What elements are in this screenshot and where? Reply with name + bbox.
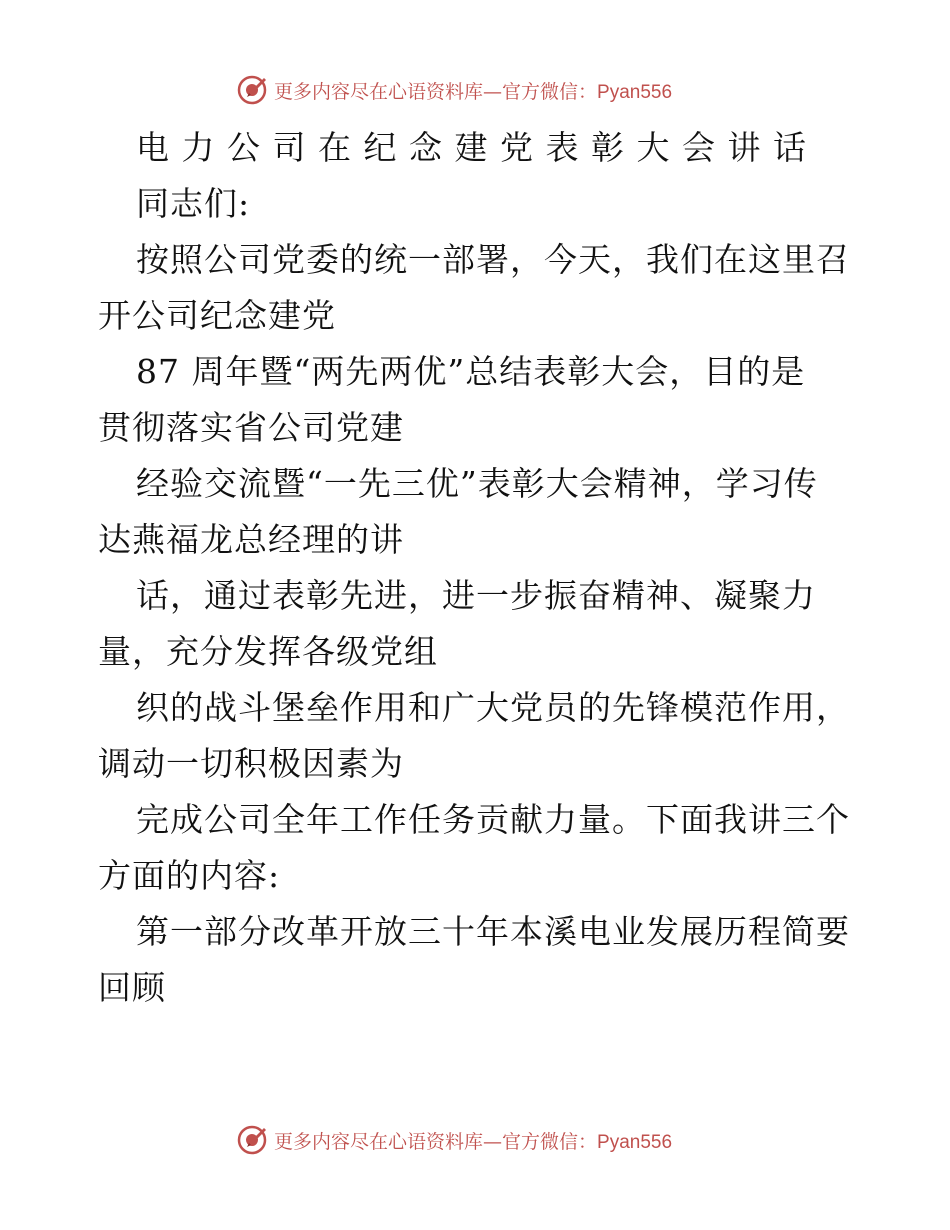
paragraph-line: 话，通过表彰先进，进一步振奋精神、凝聚力 bbox=[136, 576, 816, 615]
paragraph-line: 量，充分发挥各级党组 bbox=[98, 632, 438, 671]
paragraph-line: 达燕福龙总经理的讲 bbox=[98, 520, 404, 559]
pen-logo-icon bbox=[236, 74, 268, 106]
paragraph-line: 经验交流暨“一先三优”表彰大会精神，学习传 bbox=[136, 464, 818, 503]
document-body bbox=[98, 120, 858, 1016]
paragraph-line: 同志们: bbox=[136, 184, 251, 223]
watermark-dash: — bbox=[483, 80, 503, 103]
paragraph-line: 贯彻落实省公司党建 bbox=[98, 408, 404, 447]
watermark-text bbox=[274, 77, 672, 104]
paragraph-line: 方面的内容: bbox=[98, 856, 281, 895]
watermark-dash: — bbox=[483, 1130, 503, 1153]
footer-watermark bbox=[236, 1122, 672, 1158]
paragraph-line: 开公司纪念建党 bbox=[98, 296, 336, 335]
paragraph-line: 回顾 bbox=[98, 968, 166, 1007]
watermark-site-name: 更多内容尽在心语资料库 bbox=[274, 80, 484, 103]
paragraph-line: 按照公司党委的统一部署，今天，我们在这里召 bbox=[136, 240, 850, 279]
paragraph-line: 织的战斗堡垒作用和广大党员的先锋模范作用， bbox=[136, 688, 850, 727]
watermark-wechat-label: 官方微信： bbox=[502, 80, 598, 103]
pen-logo-icon bbox=[236, 1124, 268, 1156]
watermark-site-name: 更多内容尽在心语资料库 bbox=[274, 1130, 484, 1153]
header-watermark bbox=[236, 72, 672, 108]
watermark-wechat-label: 官方微信： bbox=[502, 1130, 598, 1153]
watermark-wechat-id: Pyan556 bbox=[597, 1131, 673, 1153]
watermark-text bbox=[274, 1127, 672, 1154]
paragraph-line: 完成公司全年工作任务贡献力量。下面我讲三个 bbox=[136, 800, 850, 839]
paragraph-line: 调动一切积极因素为 bbox=[98, 744, 404, 783]
paragraph-line: 87 周年暨“两先两优”总结表彰大会，目的是 bbox=[136, 352, 806, 391]
document-title: 电力公司在纪念建党表彰大会讲话 bbox=[136, 128, 819, 167]
paragraph-line: 第一部分改革开放三十年本溪电业发展历程简要 bbox=[136, 912, 850, 951]
watermark-wechat-id: Pyan556 bbox=[597, 81, 673, 103]
